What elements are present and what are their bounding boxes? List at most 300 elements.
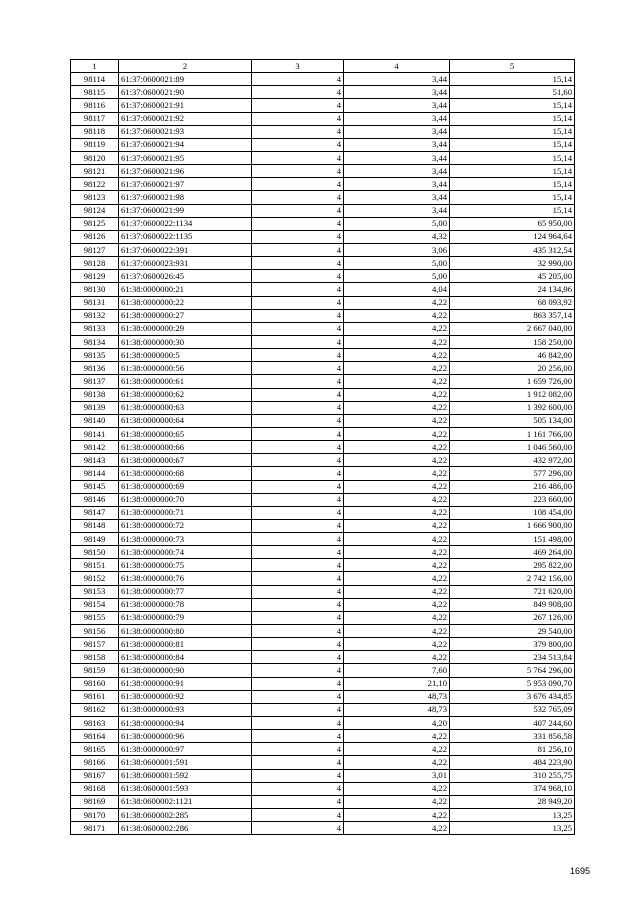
table-row [71,112,575,125]
header-col-4: 4 [344,60,450,73]
table-cell-col-4: 4,22 [344,572,450,585]
table-cell-col-1: 98162 [71,703,119,716]
table-cell-col-2: 61:38:0000000:92 [119,690,252,703]
table-row [71,204,575,217]
table-cell-col-1: 98132 [71,309,119,322]
table-cell-col-2: 61:38:0000000:66 [119,441,252,454]
table-cell-col-3: 4 [252,546,344,559]
table-cell-col-3: 4 [252,441,344,454]
table-cell-col-4: 3,44 [344,86,450,99]
table-cell-col-5: 15,14 [450,138,575,151]
header-col-5: 5 [450,60,575,73]
table-row [71,651,575,664]
table-cell-col-3: 4 [252,230,344,243]
table-row [71,743,575,756]
table-cell-col-4: 4,22 [344,454,450,467]
table-cell-col-5: 331 856,58 [450,730,575,743]
table-cell-col-4: 3,44 [344,138,450,151]
table-cell-col-5: 267 126,00 [450,611,575,624]
table-row [71,99,575,112]
table-row [71,335,575,348]
table-cell-col-3: 4 [252,217,344,230]
table-row [71,296,575,309]
table-cell-col-4: 4,22 [344,611,450,624]
table-cell-col-1: 98146 [71,493,119,506]
table-cell-col-4: 4,22 [344,309,450,322]
table-cell-col-5: 532 765,09 [450,703,575,716]
table-cell-col-5: 863 357,14 [450,309,575,322]
table-cell-col-4: 4,22 [344,822,450,835]
table-cell-col-3: 4 [252,769,344,782]
table-cell-col-5: 216 486,00 [450,480,575,493]
table-cell-col-4: 4,22 [344,625,450,638]
table-cell-col-2: 61:38:0000000:21 [119,283,252,296]
table-row [71,703,575,716]
table-cell-col-2: 61:38:0000000:80 [119,625,252,638]
table-cell-col-2: 61:37:0600022:391 [119,243,252,256]
table-cell-col-5: 15,14 [450,99,575,112]
table-cell-col-5: 5 953 090,70 [450,677,575,690]
table-cell-col-3: 4 [252,677,344,690]
table-cell-col-4: 4,32 [344,230,450,243]
table-cell-col-4: 4,22 [344,585,450,598]
table-row [71,809,575,822]
table-cell-col-1: 98139 [71,401,119,414]
table-cell-col-5: 1 392 600,00 [450,401,575,414]
table-row [71,388,575,401]
table-cell-col-3: 4 [252,467,344,480]
table-cell-col-1: 98129 [71,270,119,283]
table-cell-col-1: 98156 [71,625,119,638]
table-cell-col-5: 1 659 726,00 [450,375,575,388]
table-cell-col-5: 223 660,00 [450,493,575,506]
table-cell-col-1: 98152 [71,572,119,585]
table-cell-col-1: 98140 [71,414,119,427]
table-row [71,546,575,559]
table-cell-col-5: 5 764 296,00 [450,664,575,677]
table-cell-col-1: 98155 [71,611,119,624]
header-col-3: 3 [252,60,344,73]
table-cell-col-1: 98130 [71,283,119,296]
table-row [71,585,575,598]
table-cell-col-2: 61:38:0000000:70 [119,493,252,506]
table-row [71,322,575,335]
table-cell-col-2: 61:37:0600021:90 [119,86,252,99]
table-cell-col-5: 1 666 900,00 [450,519,575,532]
table-cell-col-1: 98117 [71,112,119,125]
table-row [71,217,575,230]
table-cell-col-1: 98131 [71,296,119,309]
table-cell-col-2: 61:38:0000000:90 [119,664,252,677]
header-row [71,60,575,73]
table-cell-col-5: 310 255,75 [450,769,575,782]
table-row [71,506,575,519]
table-cell-col-3: 4 [252,191,344,204]
table-cell-col-1: 98123 [71,191,119,204]
table-row [71,822,575,835]
table-row [71,454,575,467]
table-cell-col-3: 4 [252,112,344,125]
table-row [71,414,575,427]
table-cell-col-2: 61:38:0000000:30 [119,335,252,348]
table-cell-col-5: 68 093,92 [450,296,575,309]
table-row [71,625,575,638]
table-cell-col-1: 98163 [71,717,119,730]
table-row [71,493,575,506]
table-cell-col-4: 48,73 [344,690,450,703]
table-row [71,427,575,440]
table-cell-col-2: 61:37:0600021:96 [119,165,252,178]
table-cell-col-5: 15,14 [450,73,575,86]
table-cell-col-3: 4 [252,362,344,375]
table-cell-col-2: 61:38:0000000:69 [119,480,252,493]
table-cell-col-2: 61:38:0000000:64 [119,414,252,427]
table-cell-col-4: 4,20 [344,717,450,730]
table-cell-col-3: 4 [252,296,344,309]
table-cell-col-1: 98159 [71,664,119,677]
table-cell-col-2: 61:38:0000000:67 [119,454,252,467]
table-cell-col-3: 4 [252,151,344,164]
table-cell-col-3: 4 [252,611,344,624]
table-cell-col-3: 4 [252,414,344,427]
table-cell-col-4: 5,00 [344,217,450,230]
table-cell-col-5: 15,14 [450,125,575,138]
table-cell-col-1: 98137 [71,375,119,388]
table-cell-col-4: 4,22 [344,401,450,414]
table-cell-col-4: 4,04 [344,283,450,296]
table-cell-col-4: 3,01 [344,769,450,782]
table-cell-col-4: 21,10 [344,677,450,690]
table-cell-col-2: 61:38:0000000:73 [119,533,252,546]
table-cell-col-4: 3,44 [344,112,450,125]
table-cell-col-2: 61:38:0600002:286 [119,822,252,835]
table-row [71,677,575,690]
table-cell-col-2: 61:37:0600022:1134 [119,217,252,230]
table-row [71,125,575,138]
table-cell-col-5: 20 256,00 [450,362,575,375]
table-cell-col-4: 4,22 [344,388,450,401]
table-cell-col-1: 98149 [71,533,119,546]
table-cell-col-2: 61:37:0600021:93 [119,125,252,138]
table-cell-col-1: 98127 [71,243,119,256]
table-cell-col-1: 98151 [71,559,119,572]
table-cell-col-1: 98134 [71,335,119,348]
table-cell-col-5: 379 800,00 [450,638,575,651]
table-row [71,519,575,532]
table-cell-col-1: 98119 [71,138,119,151]
table-cell-col-3: 4 [252,625,344,638]
table-cell-col-2: 61:38:0000000:61 [119,375,252,388]
table-cell-col-3: 4 [252,809,344,822]
table-cell-col-3: 4 [252,401,344,414]
table-cell-col-1: 98114 [71,73,119,86]
table-cell-col-5: 29 540,00 [450,625,575,638]
table-cell-col-3: 4 [252,493,344,506]
table-cell-col-3: 4 [252,533,344,546]
table-cell-col-4: 4,22 [344,467,450,480]
table-cell-col-4: 3,44 [344,178,450,191]
table-cell-col-5: 849 908,00 [450,598,575,611]
table-cell-col-5: 2 742 156,00 [450,572,575,585]
table-row [71,480,575,493]
table-cell-col-3: 4 [252,717,344,730]
table-row [71,638,575,651]
table-cell-col-1: 98166 [71,756,119,769]
table-cell-col-3: 4 [252,335,344,348]
table-cell-col-5: 32 990,00 [450,257,575,270]
table-cell-col-1: 98148 [71,519,119,532]
table-cell-col-3: 4 [252,743,344,756]
table-cell-col-4: 3,44 [344,73,450,86]
table-row [71,756,575,769]
table-cell-col-1: 98121 [71,165,119,178]
table-cell-col-2: 61:38:0000000:78 [119,598,252,611]
table-cell-col-3: 4 [252,165,344,178]
table-cell-col-3: 4 [252,638,344,651]
table-cell-col-5: 295 822,00 [450,559,575,572]
table-cell-col-4: 4,22 [344,427,450,440]
table-row [71,441,575,454]
table-cell-col-4: 4,22 [344,809,450,822]
table-cell-col-1: 98135 [71,349,119,362]
table-cell-col-1: 98171 [71,822,119,835]
table-row [71,533,575,546]
table-row [71,664,575,677]
table-cell-col-3: 4 [252,243,344,256]
table-row [71,230,575,243]
table-cell-col-4: 3,44 [344,165,450,178]
table-cell-col-4: 4,22 [344,598,450,611]
table-cell-col-2: 61:38:0000000:81 [119,638,252,651]
table-cell-col-3: 4 [252,519,344,532]
table-row [71,401,575,414]
table-cell-col-3: 4 [252,73,344,86]
table-row [71,283,575,296]
table-cell-col-2: 61:38:0000000:71 [119,506,252,519]
table-cell-col-1: 98165 [71,743,119,756]
table-cell-col-4: 5,00 [344,270,450,283]
table-cell-col-5: 484 223,90 [450,756,575,769]
table-cell-col-2: 61:38:0600001:592 [119,769,252,782]
table-cell-col-5: 374 968,10 [450,782,575,795]
table-cell-col-3: 4 [252,270,344,283]
table-row [71,598,575,611]
table-cell-col-1: 98158 [71,651,119,664]
table-cell-col-5: 13,25 [450,809,575,822]
table-cell-col-1: 98118 [71,125,119,138]
table-cell-col-5: 15,14 [450,178,575,191]
table-cell-col-1: 98126 [71,230,119,243]
table-cell-col-3: 4 [252,506,344,519]
table-cell-col-3: 4 [252,204,344,217]
table-cell-col-1: 98153 [71,585,119,598]
table-cell-col-1: 98143 [71,454,119,467]
table-cell-col-2: 61:38:0600001:591 [119,756,252,769]
table-cell-col-2: 61:37:0600021:89 [119,73,252,86]
table-cell-col-4: 4,22 [344,493,450,506]
table-cell-col-4: 4,22 [344,296,450,309]
table-cell-col-1: 98167 [71,769,119,782]
table-cell-col-2: 61:37:0600021:97 [119,178,252,191]
table-cell-col-5: 505 134,00 [450,414,575,427]
table-cell-col-1: 98145 [71,480,119,493]
table-cell-col-5: 3 676 434,85 [450,690,575,703]
table-cell-col-2: 61:38:0000000:77 [119,585,252,598]
table-row [71,165,575,178]
table-cell-col-5: 469 264,00 [450,546,575,559]
table-row [71,309,575,322]
table-row [71,782,575,795]
table-cell-col-3: 4 [252,309,344,322]
table-cell-col-3: 4 [252,651,344,664]
table-cell-col-4: 4,22 [344,743,450,756]
table-cell-col-3: 4 [252,795,344,808]
table-cell-col-3: 4 [252,703,344,716]
table-cell-col-3: 4 [252,375,344,388]
table-cell-col-2: 61:38:0000000:75 [119,559,252,572]
table-cell-col-5: 15,14 [450,165,575,178]
table-cell-col-3: 4 [252,480,344,493]
table-cell-col-2: 61:38:0000000:29 [119,322,252,335]
table-cell-col-5: 234 513,84 [450,651,575,664]
table-cell-col-5: 151 498,00 [450,533,575,546]
table-cell-col-4: 4,22 [344,335,450,348]
table-cell-col-1: 98154 [71,598,119,611]
table-row [71,362,575,375]
table-cell-col-1: 98147 [71,506,119,519]
table-row [71,349,575,362]
table-cell-col-3: 4 [252,664,344,677]
table-cell-col-1: 98160 [71,677,119,690]
table-cell-col-2: 61:38:0000000:22 [119,296,252,309]
table-row [71,795,575,808]
table-cell-col-3: 4 [252,178,344,191]
table-row [71,178,575,191]
table-cell-col-5: 51,60 [450,86,575,99]
table-cell-col-1: 98144 [71,467,119,480]
table-cell-col-2: 61:38:0600001:593 [119,782,252,795]
table-cell-col-2: 61:38:0600002:1121 [119,795,252,808]
table-cell-col-4: 4,22 [344,782,450,795]
table-cell-col-4: 3,44 [344,204,450,217]
page-number: 1695 [569,866,590,876]
table-row [71,730,575,743]
table-cell-col-2: 61:38:0000000:76 [119,572,252,585]
table-cell-col-5: 15,14 [450,112,575,125]
table-cell-col-4: 3,44 [344,191,450,204]
table-cell-col-4: 4,22 [344,533,450,546]
table-cell-col-4: 4,22 [344,730,450,743]
table-cell-col-5: 45 205,00 [450,270,575,283]
table-cell-col-4: 3,06 [344,243,450,256]
table-cell-col-2: 61:38:0000000:68 [119,467,252,480]
table-cell-col-3: 4 [252,283,344,296]
table-cell-col-5: 15,14 [450,191,575,204]
table-cell-col-1: 98122 [71,178,119,191]
table-row [71,769,575,782]
table-row [71,243,575,256]
table-row [71,467,575,480]
table-cell-col-2: 61:38:0000000:56 [119,362,252,375]
table-row [71,257,575,270]
table-cell-col-2: 61:38:0000000:94 [119,717,252,730]
table-cell-col-4: 4,22 [344,362,450,375]
table-cell-col-4: 4,22 [344,638,450,651]
table-cell-col-3: 4 [252,598,344,611]
table-cell-col-2: 61:38:0000000:27 [119,309,252,322]
table-cell-col-1: 98164 [71,730,119,743]
table-cell-col-1: 98150 [71,546,119,559]
table-cell-col-5: 435 312,54 [450,243,575,256]
table-row [71,73,575,86]
table-cell-col-4: 3,44 [344,151,450,164]
table-cell-col-5: 65 950,00 [450,217,575,230]
table-cell-col-3: 4 [252,86,344,99]
table-cell-col-3: 4 [252,559,344,572]
table-cell-col-1: 98128 [71,257,119,270]
table-cell-col-5: 1 912 082,00 [450,388,575,401]
table-cell-col-1: 98157 [71,638,119,651]
table-cell-col-5: 2 667 040,00 [450,322,575,335]
table-cell-col-2: 61:38:0600002:285 [119,809,252,822]
table-row [71,717,575,730]
table-cell-col-5: 407 244,60 [450,717,575,730]
table-cell-col-2: 61:37:0600021:98 [119,191,252,204]
table-cell-col-3: 4 [252,125,344,138]
table-cell-col-5: 1 161 766,00 [450,427,575,440]
table-cell-col-5: 1 046 560,00 [450,441,575,454]
table-cell-col-5: 81 256,10 [450,743,575,756]
table-cell-col-4: 3,44 [344,99,450,112]
table-cell-col-5: 15,14 [450,204,575,217]
table-cell-col-4: 4,22 [344,322,450,335]
table-cell-col-2: 61:37:0600021:99 [119,204,252,217]
table-cell-col-2: 61:38:0000000:96 [119,730,252,743]
table-cell-col-2: 61:38:0000000:74 [119,546,252,559]
table-cell-col-2: 61:37:0600023:931 [119,257,252,270]
table-cell-col-1: 98141 [71,427,119,440]
table-cell-col-2: 61:38:0000000:93 [119,703,252,716]
table-cell-col-3: 4 [252,388,344,401]
table-cell-col-1: 98133 [71,322,119,335]
table-cell-col-5: 108 454,00 [450,506,575,519]
table-cell-col-1: 98125 [71,217,119,230]
table-cell-col-4: 4,22 [344,441,450,454]
table-cell-col-5: 24 134,96 [450,283,575,296]
table-cell-col-5: 15,14 [450,151,575,164]
table-cell-col-4: 7,60 [344,664,450,677]
table-cell-col-2: 61:38:0000000:84 [119,651,252,664]
table-cell-col-4: 48,73 [344,703,450,716]
table-cell-col-1: 98138 [71,388,119,401]
table-cell-col-4: 4,22 [344,506,450,519]
table-cell-col-5: 13,25 [450,822,575,835]
table-body [71,73,575,835]
table-cell-col-2: 61:38:0000000:91 [119,677,252,690]
table-cell-col-4: 4,22 [344,480,450,493]
table-cell-col-3: 4 [252,322,344,335]
table-cell-col-4: 4,22 [344,375,450,388]
table-cell-col-3: 4 [252,822,344,835]
table-cell-col-4: 5,00 [344,257,450,270]
table-cell-col-1: 98115 [71,86,119,99]
table-cell-col-5: 432 972,00 [450,454,575,467]
table-cell-col-4: 4,22 [344,756,450,769]
table-cell-col-2: 61:37:0600026:45 [119,270,252,283]
table-row [71,138,575,151]
table-cell-col-5: 577 296,00 [450,467,575,480]
table-cell-col-5: 158 250,00 [450,335,575,348]
